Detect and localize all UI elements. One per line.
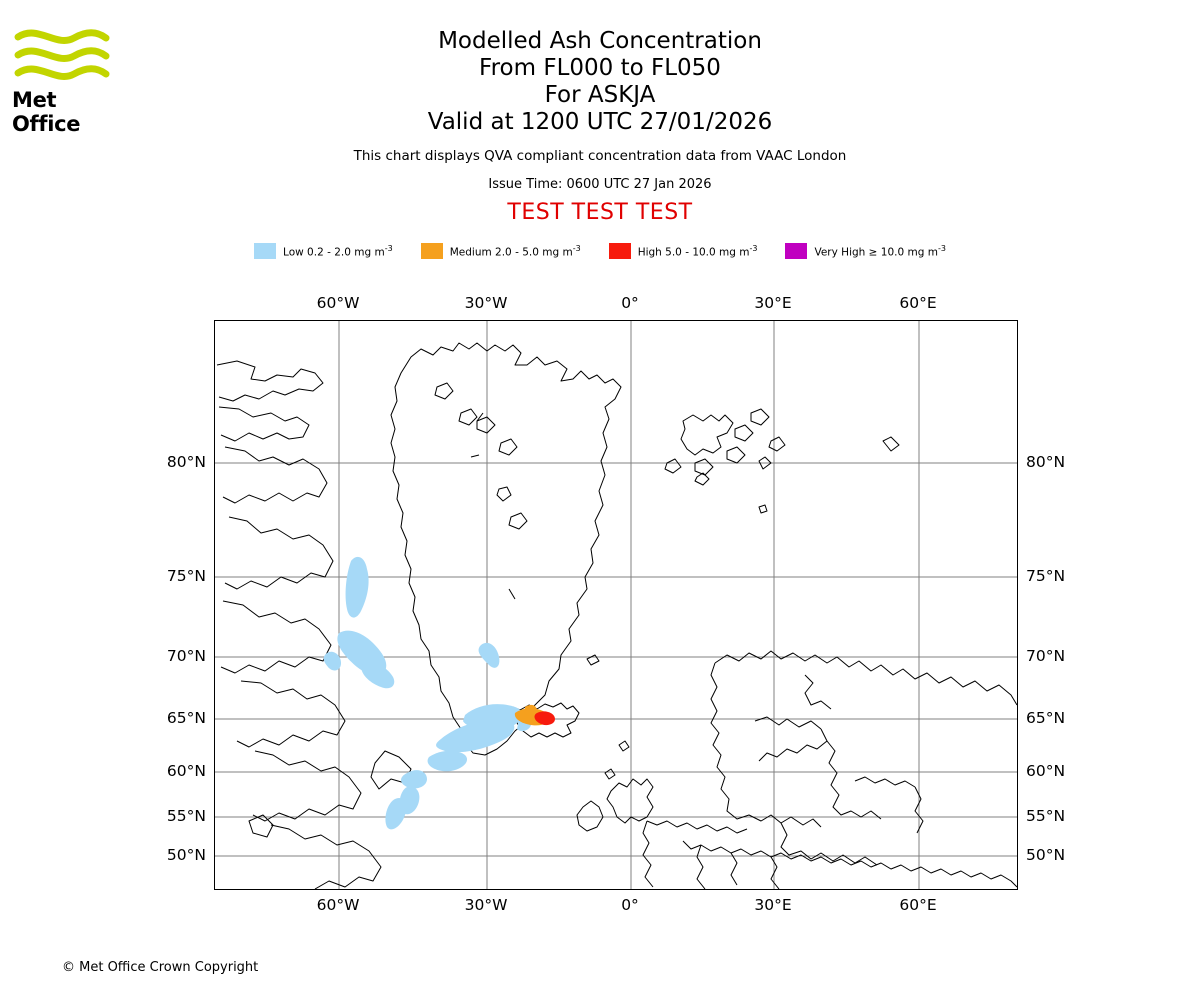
- legend-label-high: High 5.0 - 10.0 mg $m^{-3}$: [637, 243, 758, 259]
- lat-label-right-70N: 70°N: [1026, 647, 1066, 665]
- lon-label-bottom-30E: 30°E: [754, 896, 792, 914]
- lon-label-top-30W: 30°W: [464, 294, 508, 312]
- copyright-notice: © Met Office Crown Copyright: [62, 960, 259, 975]
- lon-label-bottom-30W: 30°W: [464, 896, 508, 914]
- lat-label-left-50N: 50°N: [166, 846, 206, 864]
- chart-header: [0, 0, 1200, 225]
- europe-british-isles-coastline: [577, 741, 1017, 889]
- lon-label-top-0: 0°: [621, 294, 639, 312]
- lon-label-bottom-60E: 60°E: [899, 896, 937, 914]
- concentration-legend: [0, 243, 1200, 259]
- svalbard-coastline: [665, 409, 899, 485]
- issue-time: Issue Time: 0600 UTC 27 Jan 2026: [488, 177, 712, 192]
- coastlines: [217, 361, 411, 889]
- qva-note: This chart displays QVA compliant concentration data from VAAC London: [353, 148, 847, 164]
- legend-item-medium: [421, 243, 581, 259]
- lat-label-left-75N: 75°N: [166, 567, 206, 585]
- map-svg: [215, 321, 1018, 890]
- page-title: Modelled Ash Concentration: [438, 28, 762, 54]
- greenland-coastline: [391, 343, 621, 755]
- lat-label-left-55N: 55°N: [166, 807, 206, 825]
- lat-label-left-80N: 80°N: [166, 453, 206, 471]
- lat-label-left-70N: 70°N: [166, 647, 206, 665]
- legend-label-very-high: Very High ≥ 10.0 mg $m^{-3}$: [814, 243, 946, 259]
- volcano-name: For ASKJA: [544, 82, 656, 108]
- lon-label-top-60W: 60°W: [316, 294, 360, 312]
- lat-label-right-65N: 65°N: [1026, 709, 1066, 727]
- map-plot-area[interactable]: [214, 320, 1018, 890]
- legend-label-medium: Medium 2.0 - 5.0 mg $m^{-3}$: [449, 243, 581, 259]
- legend-item-low: [254, 243, 393, 259]
- lat-label-right-60N: 60°N: [1026, 762, 1066, 780]
- legend-swatch-very-high: [785, 243, 807, 259]
- test-banner: TEST TEST TEST: [507, 200, 693, 225]
- legend-item-very-high: [785, 243, 945, 259]
- legend-swatch-low: [254, 243, 276, 259]
- lon-label-bottom-60W: 60°W: [316, 896, 360, 914]
- met-office-wordmark: Met Office: [12, 88, 81, 136]
- lat-label-right-80N: 80°N: [1026, 453, 1066, 471]
- ash-plume-low: [324, 557, 532, 830]
- valid-time: Valid at 1200 UTC 27/01/2026: [427, 109, 773, 135]
- lat-label-right-75N: 75°N: [1026, 567, 1066, 585]
- lon-label-bottom-0: 0°: [621, 896, 639, 914]
- legend-item-high: [609, 243, 758, 259]
- legend-swatch-medium: [421, 243, 443, 259]
- lat-label-left-60N: 60°N: [166, 762, 206, 780]
- lon-label-top-60E: 60°E: [899, 294, 937, 312]
- flight-level-range: From FL000 to FL050: [479, 55, 721, 81]
- scandinavia-coastline: [587, 505, 1017, 865]
- legend-swatch-high: [609, 243, 631, 259]
- lat-label-left-65N: 65°N: [166, 709, 206, 727]
- lon-label-top-30E: 30°E: [754, 294, 792, 312]
- graticule: [215, 321, 1018, 890]
- lat-label-right-50N: 50°N: [1026, 846, 1066, 864]
- legend-label-low: Low 0.2 - 2.0 mg $m^{-3}$: [283, 243, 393, 259]
- map-container: [166, 294, 1066, 914]
- lat-label-right-55N: 55°N: [1026, 807, 1066, 825]
